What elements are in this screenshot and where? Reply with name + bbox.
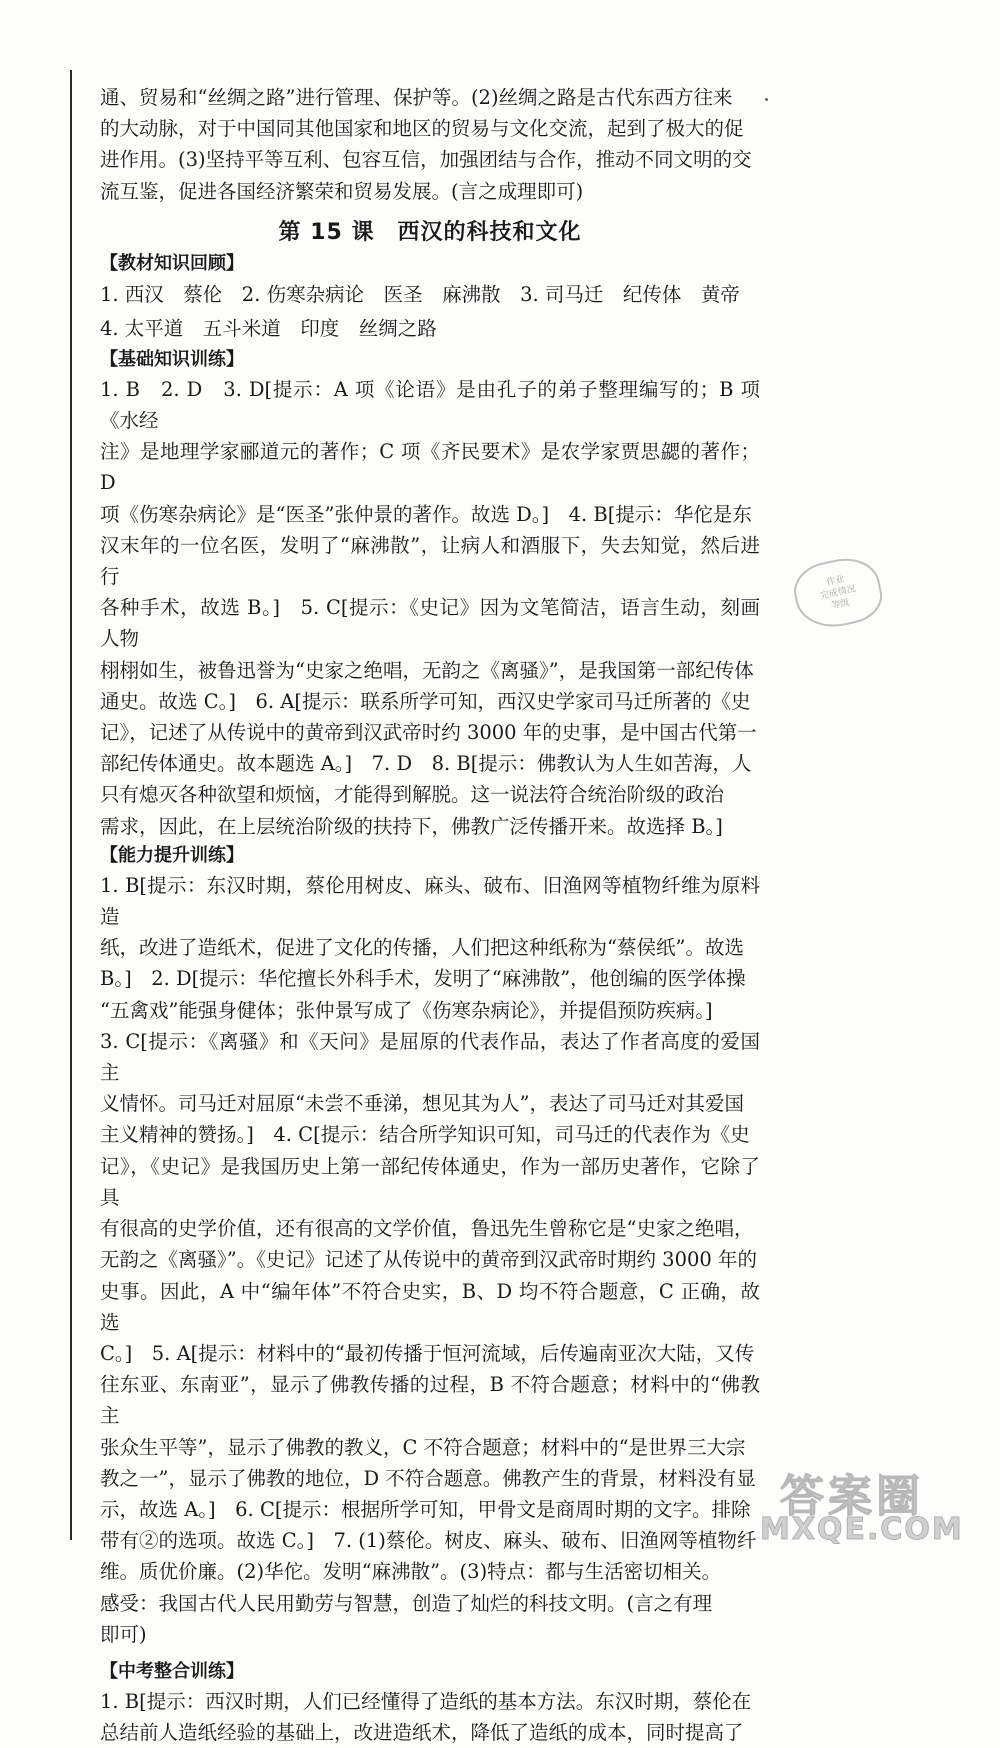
text-line: 带有②的选项。故选 C。] 7. (1)蔡伦。树皮、麻头、破布、旧渔网等植物纤	[100, 1529, 757, 1553]
text-line: 汉末年的一位名医，发明了“麻沸散”，让病人和酒服下，失去知觉，然后进行	[100, 533, 760, 589]
margin-rule	[70, 70, 72, 1540]
text-line: 无韵之《离骚》”。《史记》记述了从传说中的黄帝到汉武帝时期约 3000 年的	[100, 1248, 757, 1272]
text-line: 记》，记述了从传说中的黄帝到汉武帝时约 3000 年的史事，是中国古代第一	[100, 721, 757, 745]
text-line: 纸，改进了造纸术，促进了文化的传播，人们把这种纸称为“蔡侯纸”。故选	[100, 936, 744, 960]
text-line: 的大动脉，对于中国同其他国家和地区的贸易与文化交流，起到了极大的促	[100, 117, 744, 141]
text-line: 往东亚、东南亚”，显示了佛教传播的过程，B 不符合题意；材料中的“佛教主	[100, 1373, 760, 1428]
text-line: 1. 西汉 蔡伦 2. 伤寒杂病论 医圣 麻沸散 3. 司马迁 纪传体 黄帝	[100, 282, 740, 306]
watermark-url: MXQE.COM	[760, 1512, 964, 1547]
text-line: 教之一”，显示了佛教的地位，D 不符合题意。佛教产生的背景，材料没有显	[100, 1466, 756, 1490]
ability-answers	[100, 870, 760, 1650]
lesson-title: 第 15 课 西汉的科技和文化	[278, 219, 582, 245]
text-line: 记》，《史记》是我国历史上第一部纪传体通史，作为一部历史著作，它除了具	[100, 1154, 760, 1209]
stamp-text: 等级	[830, 597, 851, 612]
section-heading-exam: 【中考整合训练】	[100, 1660, 244, 1682]
text-line: 维。质优价廉。(2)华佗。发明“麻沸散”。(3)特点：都与生活密切相关。	[100, 1560, 722, 1584]
review-answers	[100, 278, 760, 346]
text-line: 通、贸易和“丝绸之路”进行管理、保护等。(2)丝绸之路是古代东西方往来	[100, 86, 733, 109]
text-line: 1. B[提示：东汉时期，蔡伦用树皮、麻头、破布、旧渔网等植物纤维为原料造	[100, 873, 760, 929]
text-line: 进作用。(3)坚持平等互利、包容互信，加强团结与合作，推动不同文明的交	[100, 148, 752, 172]
text-line: B。] 2. D[提示：华佗擅长外科手术，发明了“麻沸散”，他创编的医学体操	[100, 967, 746, 991]
watermark-logo-text: 答案圈	[780, 1471, 924, 1522]
section-heading-ability: 【能力提升训练】	[100, 844, 244, 866]
text-line: 流互鉴，促进各国经济繁荣和贸易发展。(言之成理即可)	[100, 179, 584, 203]
text-line: 只有熄灭各种欲望和烦恼，才能得到解脱。这一说法符合统治阶级的政治	[100, 783, 725, 807]
intro-paragraph	[100, 82, 760, 207]
text-line: 即可)	[100, 1622, 147, 1646]
page-content	[100, 82, 760, 1748]
text-line: 3. C[提示：《离骚》和《天问》是屈原的代表作品，表达了作者高度的爱国主	[100, 1029, 760, 1085]
text-line: 1. B[提示：西汉时期，人们已经懂得了造纸的基本方法。东汉时期，蔡伦在	[100, 1689, 752, 1713]
section-heading-review: 【教材知识回顾】	[100, 252, 244, 274]
exam-answers	[100, 1686, 760, 1748]
basic-answers	[100, 374, 760, 842]
text-line: 感受：我国古代人民用勤劳与智慧，创造了灿烂的科技文明。(言之有理	[100, 1591, 713, 1615]
text-line: 需求，因此，在上层统治阶级的扶持下，佛教广泛传播开来。故选择 B。]	[100, 814, 723, 838]
text-line: 项《伤寒杂病论》是“医圣”张仲景的著作。故选 D。] 4. B[提示：华佗是东	[100, 502, 752, 526]
grade-stamp	[789, 552, 887, 634]
text-line: 通史。故选 C。] 6. A[提示：联系所学可知，西汉史学家司马迁所著的《史	[100, 689, 751, 713]
text-line: 主义精神的赞扬。] 4. C[提示：结合所学知识可知，司马迁的代表作为《史	[100, 1123, 750, 1147]
text-line: 史事。因此，A 中“编年体”不符合史实，B、D 均不符合题意，C 正确，故选	[100, 1279, 760, 1334]
stamp-text: 完成情况	[819, 584, 857, 602]
text-line: 部纪传体通史。故本题选 A。] 7. D 8. B[提示：佛教认为人生如苦海，人	[100, 752, 752, 776]
speck	[765, 98, 768, 101]
text-line: 4. 太平道 五斗米道 印度 丝绸之路	[100, 316, 437, 340]
section-heading-basic: 【基础知识训练】	[100, 348, 244, 370]
text-line: 1. B 2. D 3. D[提示：A 项《论语》是由孔子的弟子整理编写的；B 项《水经	[100, 377, 760, 433]
stamp-text: 作业	[825, 574, 846, 589]
text-line: 示，故选 A。] 6. C[提示：根据所学可知，甲骨文是商周时期的文字。排除	[100, 1497, 751, 1521]
site-watermark	[750, 1460, 980, 1550]
text-line: 各种手术，故选 B。] 5. C[提示：《史记》因为文笔简洁，语言生动，刻画人物	[100, 596, 760, 651]
text-line: “五禽戏”能强身健体；张仲景写成了《伤寒杂病论》，并提倡预防疾病。]	[100, 998, 713, 1022]
text-line: 栩栩如生，被鲁迅誉为“史家之绝唱，无韵之《离骚》”，是我国第一部纪传体	[100, 658, 754, 682]
text-line: 张众生平等”，显示了佛教的教义，C 不符合题意；材料中的“是世界三大宗	[100, 1435, 746, 1459]
text-line: 义情怀。司马迁对屈原“未尝不垂涕，想见其为人”，表达了司马迁对其爱国	[100, 1092, 744, 1116]
text-line: C。] 5. A[提示：材料中的“最初传播于恒河流域，后传遍南亚次大陆，又传	[100, 1341, 755, 1365]
text-line: 有很高的史学价值，还有很高的文学价值，鲁迅先生曾称它是“史家之绝唱，	[100, 1217, 754, 1241]
text-line: 总结前人造纸经验的基础上，改进造纸术，降低了造纸的成本，同时提高了	[100, 1721, 744, 1745]
text-line: 注》是地理学家郦道元的著作；C 项《齐民要术》是农学家贾思勰的著作；D	[100, 440, 760, 495]
